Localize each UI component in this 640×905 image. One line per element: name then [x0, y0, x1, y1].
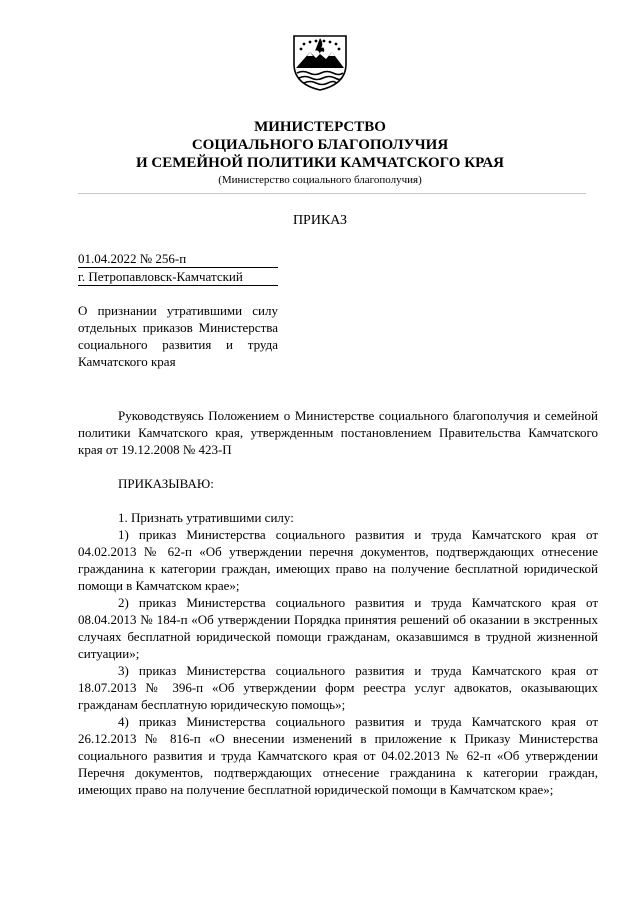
ministry-short-name: (Министерство социального благополучия)	[218, 174, 422, 186]
document-subject: О признании утратившими силу отдельных приказов Министерства социального развития и труда Камчатского края	[78, 303, 278, 369]
list-item: 2) приказ Министерства социального развития и труда Камчатского края от 08.04.2013 № 184-п «Об утверждении Порядка принятия решений об оказании в экстренных случаях бесплатной юридической помощи гражданам, оказавшимся в трудной жизненной ситуации»;	[78, 595, 598, 661]
document-body	[78, 407, 598, 798]
document-type-title: ПРИКАЗ	[292, 213, 348, 228]
list-item: 3) приказ Министерства социального развития и труда Камчатского края от 18.07.2013 № 396-п «Об утверждении форм реестра услуг адвокатов, оказывающих гражданам бесплатную юридическую помощь»;	[78, 663, 598, 712]
ministry-name-line3: И СЕМЕЙНОЙ ПОЛИТИКИ КАМЧАТСКОГО КРАЯ	[135, 155, 504, 171]
list-item: 1) приказ Министерства социального развития и труда Камчатского края от 04.02.2013 № 62-п «Об утверждении перечня документов, подтверждающих отнесение гражданина к категории граждан, имеющих право на получение бесплатной юридической помощи в Камчатском крае»;	[78, 527, 598, 593]
ministry-header	[0, 118, 640, 187]
point-1: 1. Признать утратившими силу:	[118, 510, 294, 525]
header-divider	[78, 193, 586, 194]
order-word: ПРИКАЗЫВАЮ:	[118, 476, 214, 491]
list-item: 4) приказ Министерства социального развития и труда Камчатского края от 26.12.2013 № 816-п «О внесении изменений в приложение к Приказу Министерства социального развития и труда Камчатского края от 04.02.2013 № 62-п «Об утверждении Перечня документов, подтверждающих отнесение гражданина к категории граждан, имеющих право на получение бесплатной юридической помощи в Камчатском крае»;	[78, 714, 598, 797]
kamchatka-emblem-icon	[290, 30, 350, 92]
ministry-name-line1: МИНИСТЕРСТВО	[254, 119, 386, 135]
document-meta	[78, 250, 278, 286]
date-and-number: 01.04.2022 № 256-п	[78, 250, 278, 268]
ministry-name-line2: СОЦИАЛЬНОГО БЛАГОПОЛУЧИЯ	[191, 137, 449, 153]
preamble-paragraph: Руководствуясь Положением о Министерстве социального благополучия и семейной политики Камчатского края, утвержденным постановлением Правительства Камчатского края от 19.12.2008 № 423-П	[78, 408, 598, 457]
issue-city: г. Петропавловск-Камчатский	[78, 268, 278, 286]
